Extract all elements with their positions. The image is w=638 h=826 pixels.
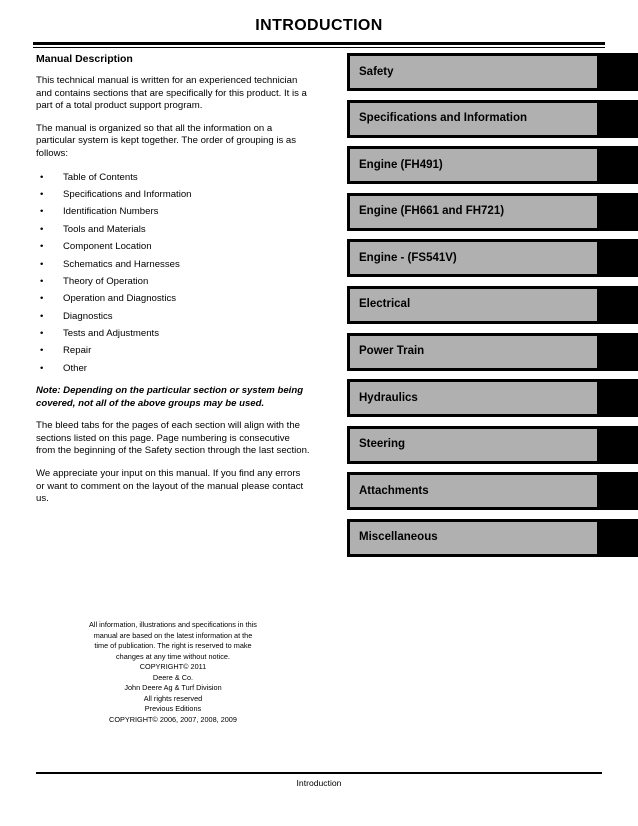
bullet-icon: • [40,206,44,218]
bleed-tab-box [347,286,600,324]
bleed-tab-specifications-and-information[interactable] [347,100,638,138]
bleed-tab-marker [600,519,638,557]
bleed-tab-marker [600,472,638,510]
copyright-block [36,620,310,725]
bleed-tab-box [347,426,600,464]
list-item [36,292,310,305]
bleed-tab-label: Steering [359,438,406,451]
bleed-tab-list [347,53,638,566]
bleed-tab-label: Miscellaneous [359,531,438,544]
bleed-tab-marker [600,53,638,91]
header-rule-thin [33,47,605,48]
bleed-tab-marker [600,239,638,277]
list-item [36,188,310,201]
bleed-tab-marker [600,379,638,417]
paragraph-intro: This technical manual is written for an experienced technician and contains sections that are specifically for this product. It is a part of a total product support program. [36,75,307,112]
manual-description-column [36,53,310,516]
list-item [36,205,310,218]
list-item-label: Specifications and Information [63,188,192,200]
header-rule-thick [33,42,605,45]
paragraph-feedback: We appreciate your input on this manual. If you find any errors or want to comment on the layout of the manual please contact us. [36,467,304,505]
list-item-label: Tests and Adjustments [63,328,159,340]
bullet-icon: • [40,345,44,357]
bleed-tab-box [347,379,600,417]
bleed-tab-box [347,146,600,184]
bleed-tab-marker [600,426,638,464]
list-item [36,223,310,236]
page-title: INTRODUCTION [255,17,383,34]
bleed-tab-safety[interactable] [347,53,638,91]
copyright-line: John Deere Ag & Turf Division [124,683,222,692]
bleed-tab-engine-fs541v[interactable] [347,239,638,277]
bleed-tab-label: Hydraulics [359,391,418,404]
list-item-label: Component Location [63,241,152,253]
list-item-label: Tools and Materials [63,223,146,235]
bleed-tab-hydraulics[interactable] [347,379,638,417]
list-item [36,362,310,375]
bleed-tab-steering[interactable] [347,426,638,464]
bleed-tab-label: Safety [359,65,394,78]
bleed-tab-label: Specifications and Information [359,112,528,125]
bleed-tab-miscellaneous[interactable] [347,519,638,557]
bullet-icon: • [40,275,44,287]
copyright-line: time of publication. The right is reserved to make [94,641,252,650]
bullet-icon: • [40,328,44,340]
list-item [36,240,310,253]
copyright-line: All information, illustrations and specifications in this [89,620,257,629]
list-item [36,327,310,340]
bleed-tab-box [347,239,600,277]
bleed-tab-box [347,100,600,138]
list-item [36,258,310,271]
list-item-label: Repair [63,345,92,357]
list-item-label: Theory of Operation [63,275,149,287]
bullet-icon: • [40,223,44,235]
bleed-tab-box [347,519,600,557]
bleed-tab-marker [600,333,638,371]
bleed-tab-box [347,472,600,510]
copyright-line: manual are based on the latest information at the [93,630,253,640]
copyright-line: Deere & Co. [152,672,194,682]
list-item-label: Schematics and Harnesses [63,258,180,270]
bullet-icon: • [40,362,44,374]
page-header [0,16,638,36]
bleed-tab-marker [600,146,638,184]
bleed-tab-marker [600,193,638,231]
bullet-icon: • [40,258,44,270]
bleed-tab-box [347,193,600,231]
list-item-label: Operation and Diagnostics [63,293,177,305]
bleed-tab-label: Engine (FH491) [359,158,443,171]
copyright-line: Previous Editions [144,704,202,713]
bleed-tab-label: Engine - (FS541V) [359,251,457,264]
bullet-icon: • [40,293,44,305]
bleed-tab-marker [600,286,638,324]
bullet-icon: • [40,188,44,200]
list-item-label: Other [63,362,87,374]
list-item-label: Identification Numbers [63,206,159,218]
paragraph-organization: The manual is organized so that all the information on a particular system is kept together. The order of grouping is as follows: [36,122,297,159]
list-item-label: Diagnostics [63,310,113,322]
bleed-tab-engine-fh661-and-fh721[interactable] [347,193,638,231]
section-heading: Manual Description [36,53,133,65]
copyright-line: COPYRIGHT© 2006, 2007, 2008, 2009 [109,714,237,724]
copyright-line: All rights reserved [143,693,203,703]
footer-text: Introduction [296,778,342,788]
list-item [36,171,310,184]
list-item [36,275,310,288]
bullet-icon: • [40,310,44,322]
bleed-tab-label: Attachments [359,484,429,497]
bleed-tab-electrical[interactable] [347,286,638,324]
list-item [36,310,310,323]
bleed-tab-marker [600,100,638,138]
bleed-tab-label: Electrical [359,298,411,311]
section-grouping-list [36,171,310,375]
note-text: Note: Depending on the particular section or system being covered, not all of the above groups may be used. [36,384,304,409]
paragraph-bleed-tabs: The bleed tabs for the pages of each section will align with the sections listed on this page. Page numbering is consecutive from the beginning of the Safety section through the last section. [36,420,310,457]
bullet-icon: • [40,241,44,253]
bleed-tab-attachments[interactable] [347,472,638,510]
copyright-line: changes at any time without notice. [116,651,230,661]
list-item-label: Table of Contents [63,171,138,183]
copyright-line: COPYRIGHT© 2011 [139,662,207,671]
bleed-tab-engine-fh491[interactable] [347,146,638,184]
bleed-tab-power-train[interactable] [347,333,638,371]
bleed-tab-label: Engine (FH661 and FH721) [359,205,505,218]
bleed-tab-box [347,333,600,371]
bleed-tab-label: Power Train [359,345,425,358]
footer-rule [36,772,602,774]
bullet-icon: • [40,171,44,183]
list-item [36,344,310,357]
bleed-tab-box [347,53,600,91]
